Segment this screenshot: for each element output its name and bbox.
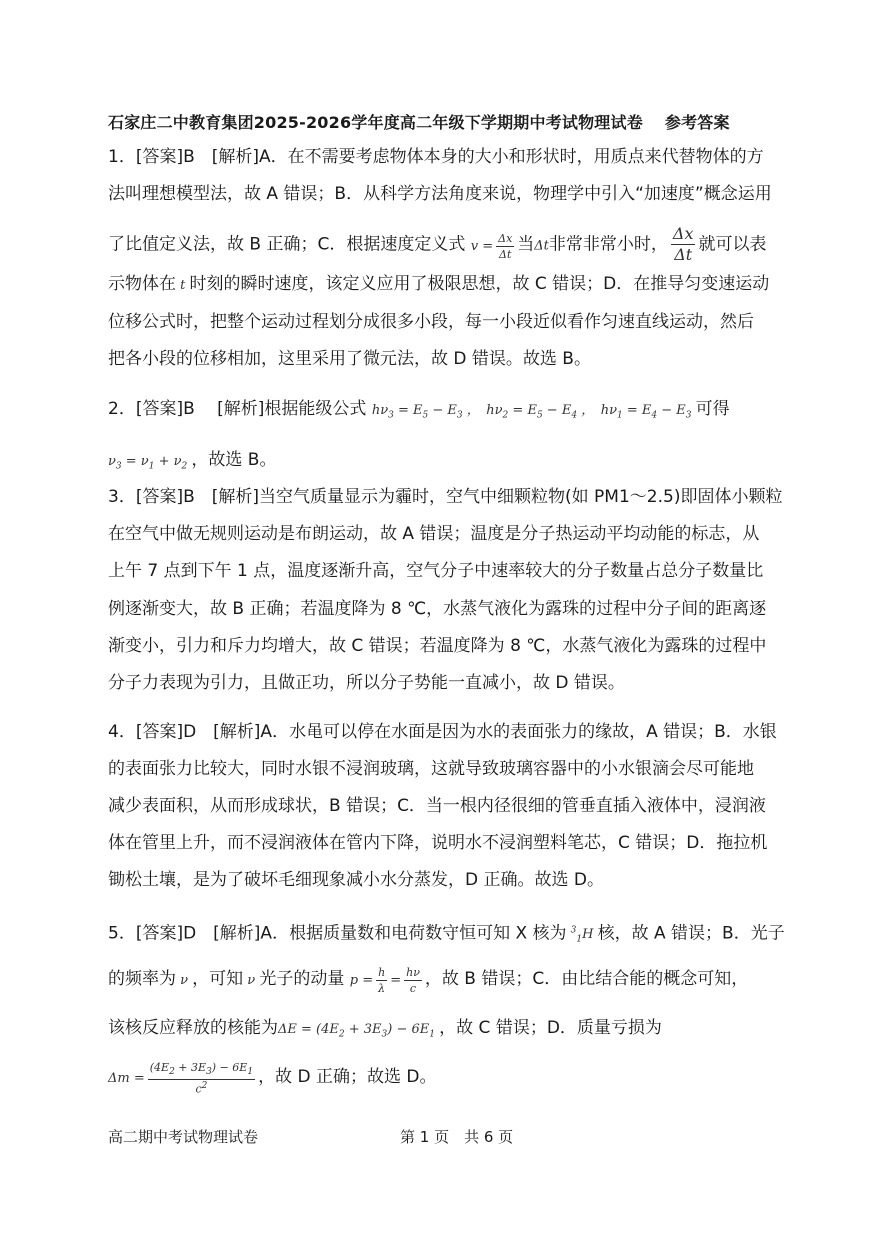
- answer-key-label: 参考答案: [664, 113, 730, 132]
- nu-symbol: ν: [176, 973, 193, 988]
- nu-symbol-2: ν: [243, 973, 260, 988]
- mass-defect-formula: Δm = $\frac{(4E_2 + 3E_3) - 6E_1}{c^2}$: [108, 1061, 254, 1096]
- q3-line-2: 在空气中做无规则运动是布朗运动，故 A 错误；温度是分子热运动平均动能的标志，从: [108, 524, 760, 544]
- q4-line-3: 减少表面积，从而形成球状，B 错误；C．当一根内径很细的管垂直插入液体中，浸润液: [108, 796, 766, 816]
- q1-line-4: 示物体在 t 时刻的瞬时速度，该定义应用了极限思想，故 C 错误；D．在推导匀变速运动: [108, 274, 770, 294]
- footer-page-number: 第 1 页 共 6 页: [400, 1128, 514, 1146]
- q2-line-1: 2．[答案]B [解析]根据能级公式 $h\nu_3 = E_5 - E_3$ ， $h\nu_2 = E_5 - E_4$ ， $h\nu_1 = E_4 - E_3$ 可得: [108, 399, 730, 421]
- frequency-sum-formula: $\nu_3 = \nu_1 + \nu_2$: [108, 454, 188, 472]
- energy-level-formulas: $h\nu_3 = E_5 - E_3$ ， $h\nu_2 = E_5 - E_4$ ， $h\nu_1 = E_4 - E_3$: [371, 403, 692, 421]
- q3-line-1: 3．[答案]B [解析]当空气质量显示为霾时，空气中细颗粒物(如 PM1～2.5)即固体小颗粒: [108, 487, 783, 507]
- q5-line-2: 的频率为 ν ，可知 ν 光子的动量 p = $\frac{h}{\lambda}$ = $\frac{h\nu}{c}$ ，故 B 错误；C．由比结合能的概念可知，: [108, 966, 749, 995]
- q3-line-6: 分子力表现为引力，且做正功，所以分子势能一直减小，故 D 错误。: [108, 673, 625, 693]
- q1-line-1: 1．[答案]B [解析]A．在不需要考虑物体本身的大小和形状时，用质点来代替物体的方: [108, 147, 764, 167]
- q3-line-5: 渐变小，引力和斥力均增大，故 C 错误；若温度降为 8 ℃，水蒸气液化为露珠的过程中: [108, 636, 767, 656]
- footer-exam-name: 高二期中考试物理试卷: [108, 1128, 259, 1146]
- q3-line-3: 上午 7 点到下午 1 点，温度逐渐升高，空气分子中速率较大的分子数量占总分子数量比: [108, 561, 764, 581]
- q4-line-1: 4．[答案]D [解析]A．水黾可以停在水面是因为水的表面张力的缘故，A 错误；B．水银: [108, 722, 777, 742]
- q1-line-3: 了比值定义法，故 B 正确；C．根据速度定义式 v = $\frac{\Delta x}{\Delta t}$ 当Δt非常非常小时， $\frac{\Delta x}{\Delta t}$ 就可以表: [108, 224, 767, 264]
- q4-line-4: 体在管里上升，而不浸润液体在管内下降，说明水不浸润塑料笔芯，C 错误；D．拖拉机: [108, 833, 768, 853]
- velocity-definition-formula: v = $\frac{\Delta x}{\Delta t}$: [470, 231, 513, 261]
- q4-line-2: 的表面张力比较大，同时水银不浸润玻璃，这就导致玻璃容器中的小水银滴会尽可能地: [108, 759, 754, 779]
- q4-line-5: 锄松土壤，是为了破坏毛细现象减小水分蒸发，D 正确。故选 D。: [108, 870, 604, 890]
- t-symbol: t: [176, 278, 190, 293]
- q5-line-3: 该核反应释放的核能为$\Delta E = (4E_2 + 3E_3) - 6E_1$ ，故 C 错误；D．质量亏损为: [108, 1018, 662, 1040]
- dx-over-dt-formula: $\frac{\Delta x}{\Delta t}$: [672, 224, 694, 264]
- page-title: [108, 110, 788, 133]
- nuclear-energy-formula: $\Delta E = (4E_2 + 3E_3) - 6E_1$: [278, 1022, 435, 1040]
- exam-title: 石家庄二中教育集团2025-2026学年度高二年级下学期期中考试物理试卷: [108, 113, 643, 132]
- q1-line-5: 位移公式时，把整个运动过程划分成很多小段，每一小段近似看作匀速直线运动，然后: [108, 312, 754, 332]
- q5-line-4: Δm = $\frac{(4E_2 + 3E_3) - 6E_1}{c^2}$ ，故 D 正确；故选 D。: [108, 1061, 437, 1096]
- tritium-nucleus-symbol: $^3_1$H: [570, 926, 598, 945]
- photon-momentum-formula: p = $\frac{h}{\lambda}$ = $\frac{h\nu}{c}$: [349, 966, 420, 995]
- q1-line-6: 把各小段的位移相加，这里采用了微元法，故 D 错误。故选 B。: [108, 349, 591, 369]
- delta-t-symbol: Δt: [534, 238, 549, 254]
- q3-line-4: 例逐渐变大，故 B 正确；若温度降为 8 ℃，水蒸气液化为露珠的过程中分子间的距离逐: [108, 599, 767, 619]
- q2-line-2: $\nu_3 = \nu_1 + \nu_2$ ，故选 B。: [108, 450, 277, 472]
- q1-line-2: 法叫理想模型法，故 A 错误；B．从科学方法角度来说，物理学中引入“加速度”概念运用: [108, 184, 772, 204]
- q5-line-1: 5．[答案]D [解析]A．根据质量数和电荷数守恒可知 X 核为 $^3_1$H 核，故 A 错误；B．光子: [108, 923, 785, 945]
